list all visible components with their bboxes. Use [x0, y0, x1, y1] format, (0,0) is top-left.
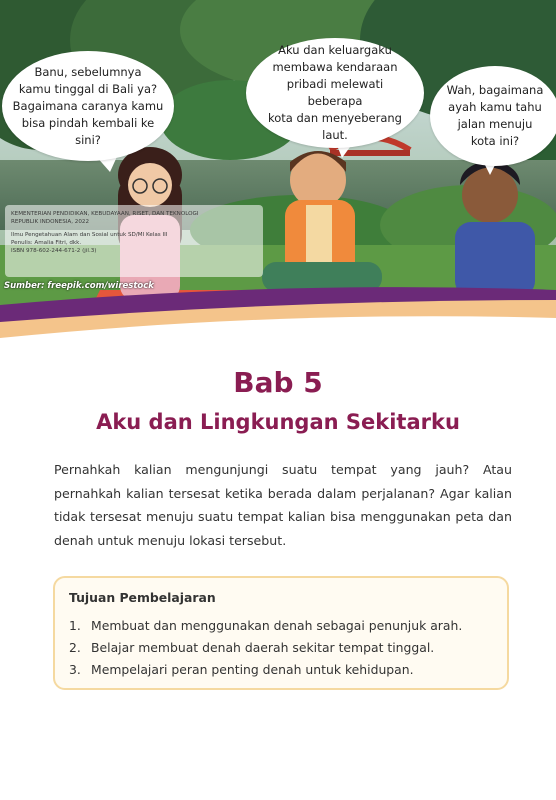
imprint-isbn: ISBN 978-602-244-671-2 (jil.3): [11, 248, 97, 254]
intro-paragraph: Pernahkah kalian mengunjungi suatu tempat yang jauh? Atau pernahkah kalian tersesat ketika berada dalam perjalanan? Agar kalian tidak tersesat menuju suatu tempat kalian bisa menggunakan peta dan denah untuk menuju lokasi tersebut.: [54, 462, 512, 548]
list-item-text: Mempelajari peran penting denah untuk kehidupan.: [91, 662, 414, 677]
list-item-text: Membuat dan menggunakan denah sebagai penunjuk arah.: [91, 618, 463, 633]
list-item-number: 2.: [69, 640, 81, 655]
learning-goals-title: Tujuan Pembelajaran: [69, 590, 216, 605]
publisher-imprint: [5, 205, 263, 277]
list-item-text: Belajar membuat denah daerah sekitar tempat tinggal.: [91, 640, 435, 655]
chapter-number: Bab 5: [233, 366, 323, 399]
speech-bubble-girl: Banu, sebelumnya kamu tinggal di Bali ya? Bagaimana caranya kamu bisa pindah kembali ke sini?: [2, 51, 174, 161]
speech-bubble-center-boy: Aku dan keluargaku membawa kendaraan pribadi melewati beberapa kota dan menyeberang laut.: [246, 38, 424, 148]
chapter-title: Aku dan Lingkungan Sekitarku: [96, 410, 460, 434]
imprint-publisher: KEMENTERIAN PENDIDIKAN, KEBUDAYAAN, RISET, DAN TEKNOLOGI: [11, 211, 199, 217]
imprint-author: Penulis: Amalia Fitri, dkk.: [11, 240, 82, 246]
list-item-number: 1.: [69, 618, 81, 633]
list-item-number: 3.: [69, 662, 81, 677]
imprint-book: Ilmu Pengetahuan Alam dan Sosial untuk SD/MI Kelas III: [11, 232, 168, 238]
learning-goals-box: [53, 576, 509, 690]
image-source-credit: Sumber: freepik.com/wirestock: [4, 281, 154, 291]
list-item: [69, 659, 493, 681]
list-item: [69, 637, 493, 659]
speech-bubble-right-boy: Wah, bagaimana ayah kamu tahu jalan menuju kota ini?: [430, 66, 556, 166]
list-item: [69, 615, 493, 637]
cover-illustration: [0, 0, 556, 345]
imprint-publisher-line2: REPUBLIK INDONESIA, 2022: [11, 219, 90, 225]
